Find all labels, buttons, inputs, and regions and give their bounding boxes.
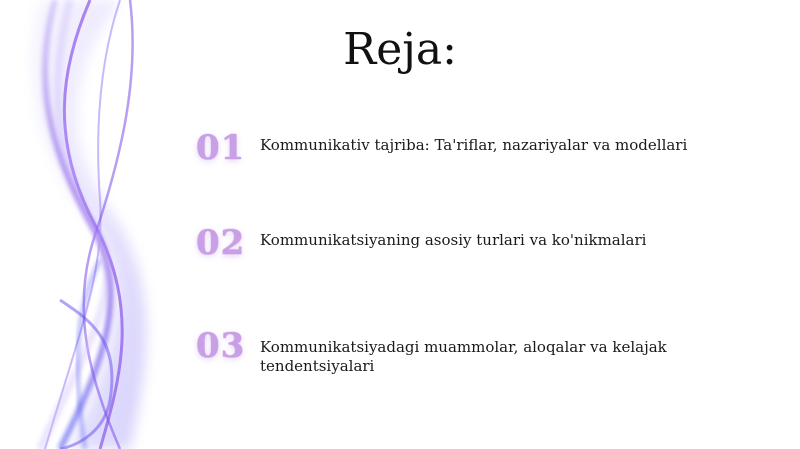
slide-title: Reja: [343, 24, 457, 75]
agenda-number-1: 01 [196, 128, 246, 168]
agenda-text-1: Kommunikativ tajriba: Ta'riflar, nazariyalar va modellari [260, 136, 688, 154]
agenda-number-2: 02 [196, 223, 246, 263]
agenda-number-3: 03 [196, 326, 246, 366]
agenda-text-2: Kommunikatsiyaning asosiy turlari va ko'nikmalari [260, 231, 647, 249]
agenda-text-3: Kommunikatsiyadagi muammolar, aloqalar va kelajak tendentsiyalari [260, 338, 667, 375]
